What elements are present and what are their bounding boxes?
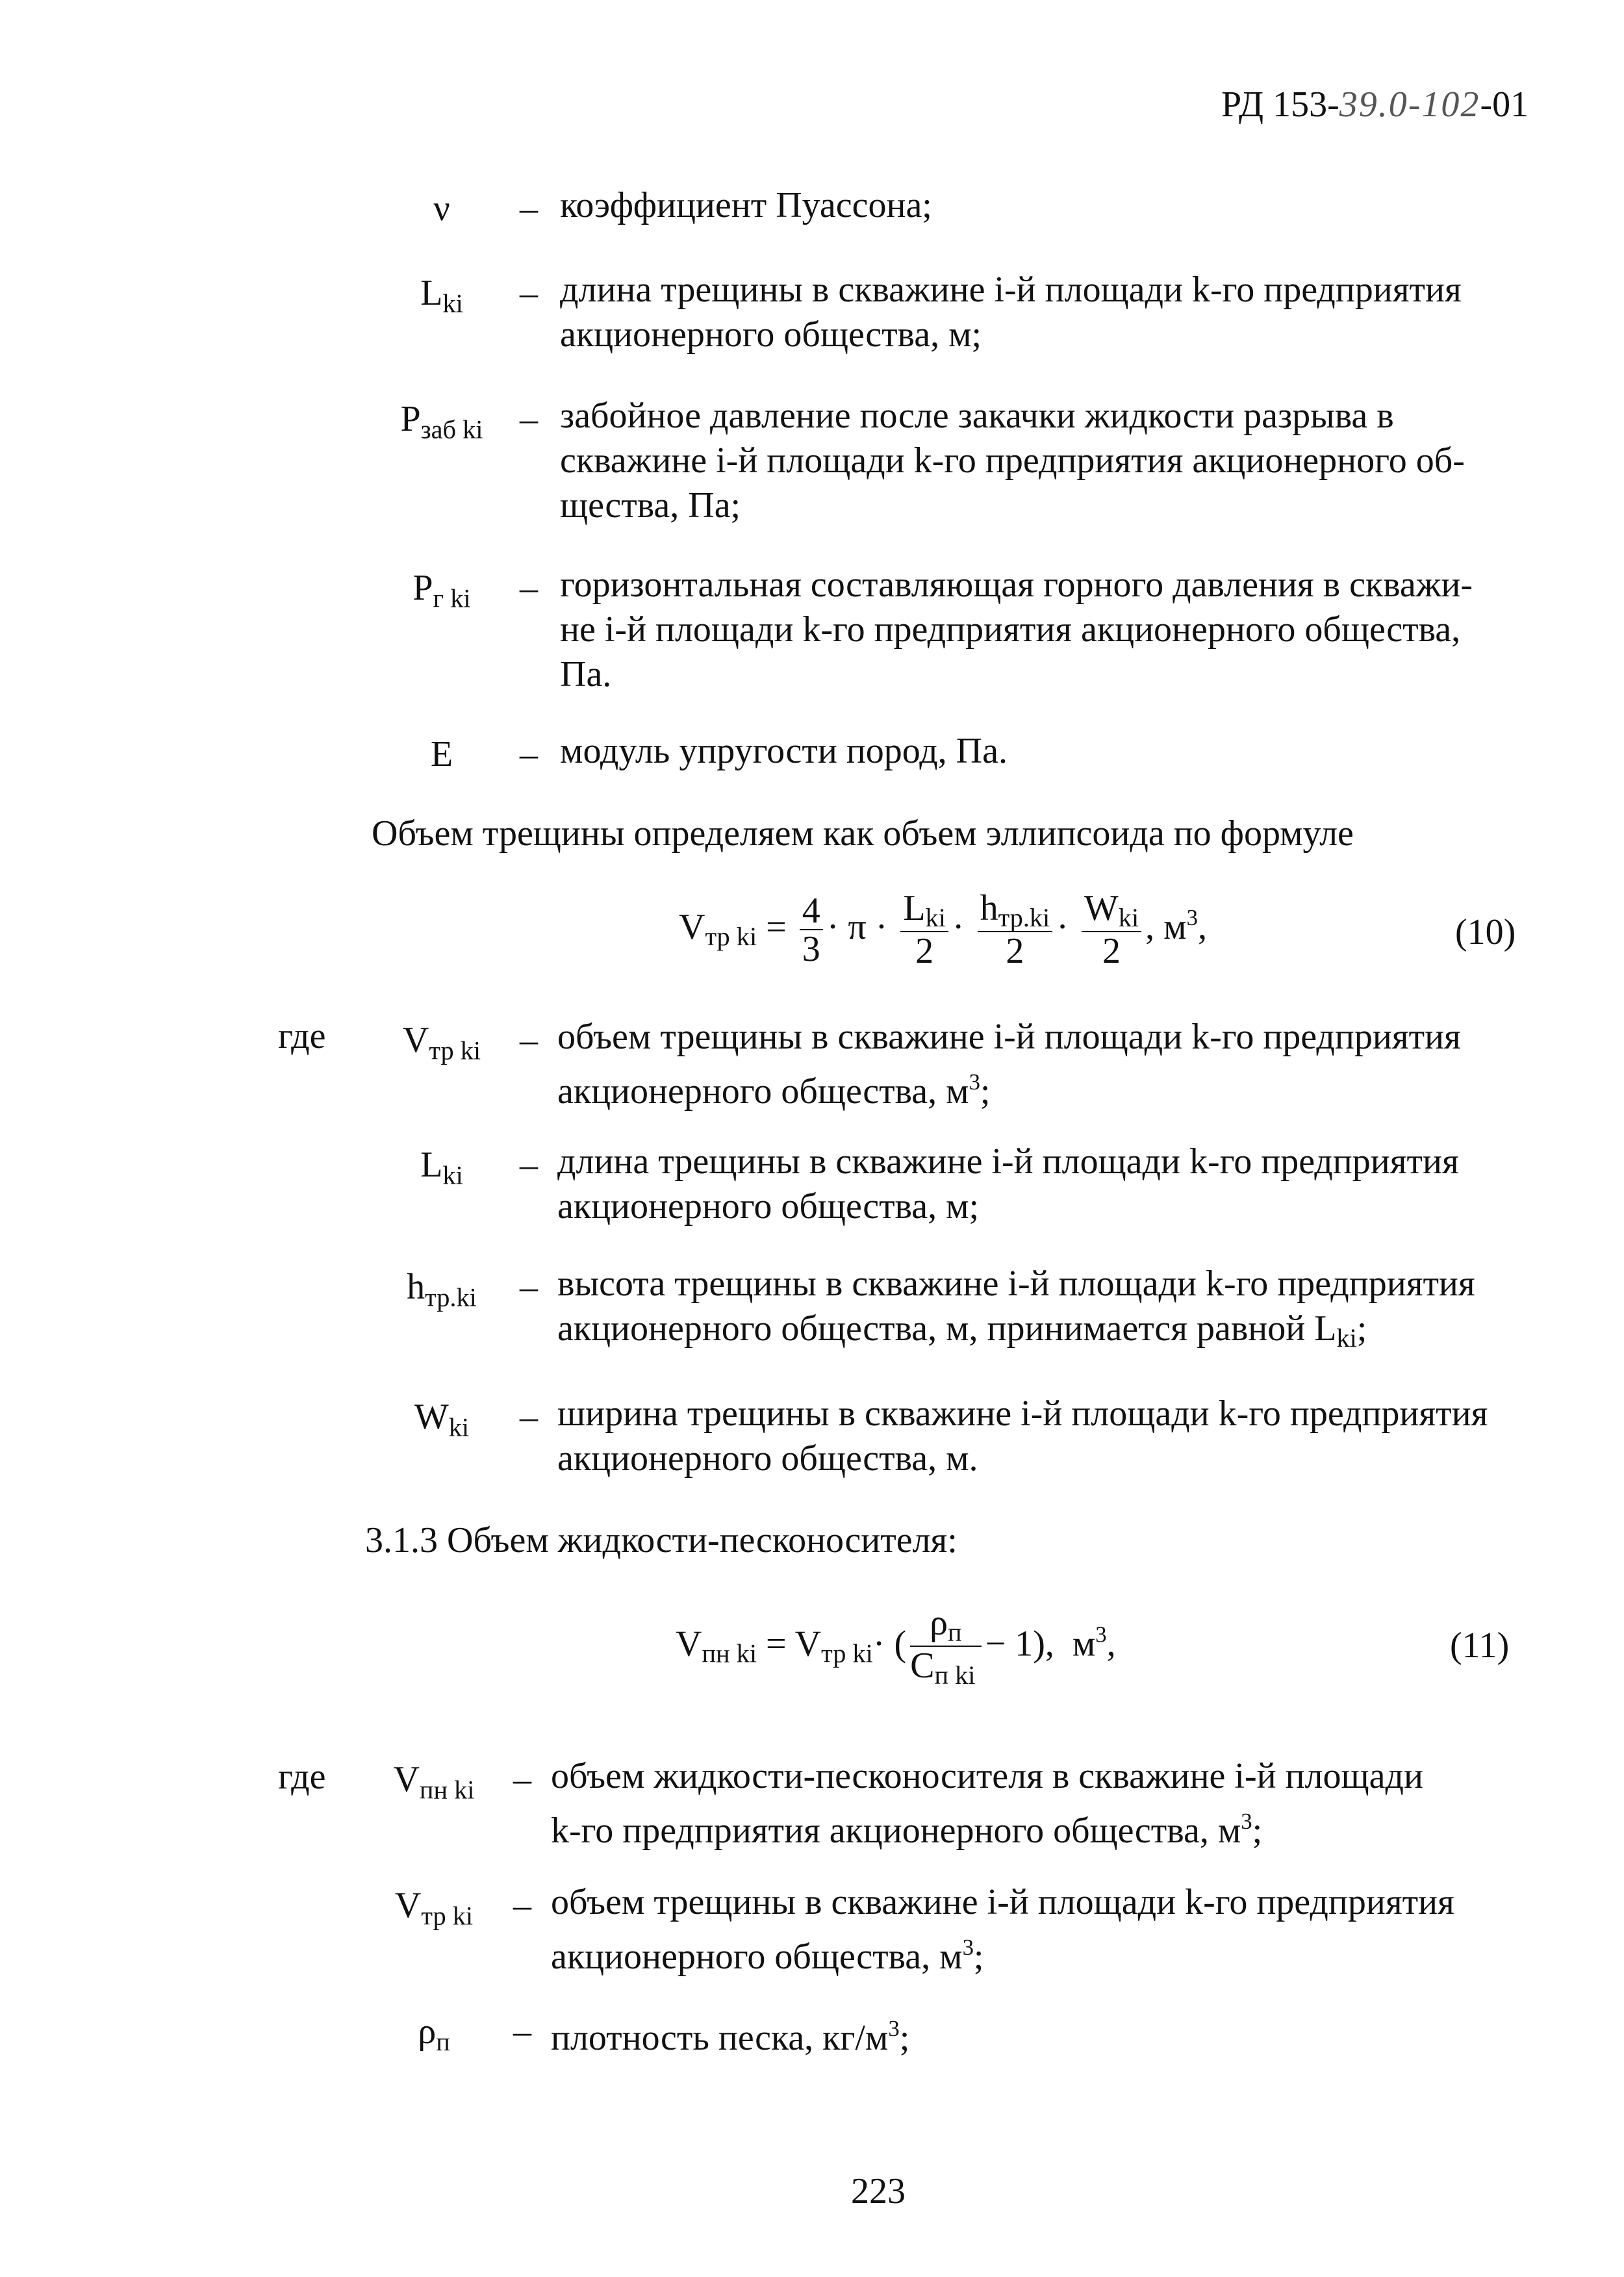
definition-dash: – <box>520 1145 538 1185</box>
definition-dash: – <box>520 188 538 229</box>
definition-text: объем трещины в скважине i-й площади k-го предприятия акционерного общества, $м^3$; <box>557 1017 1461 1112</box>
fraction-w-2: $\frac{W_{ki}}{2}$ <box>1082 890 1141 971</box>
paragraph-volume-intro: Объем трещины определяем как объем эллипсоида по формуле <box>372 813 1354 854</box>
document-code <box>1221 83 1529 127</box>
equation-number-10: (10) <box>1455 912 1516 952</box>
definition-symbol: $V_{тр ki}$ <box>394 1885 474 1931</box>
definition-dash: – <box>520 568 538 608</box>
definition-dash: – <box>513 2011 531 2052</box>
fraction-l-2: $\frac{L_{ki}}{2}$ <box>900 890 948 971</box>
definition-dash: – <box>520 399 538 439</box>
definition-text: плотность песка, $кг/м^3$; <box>551 2016 910 2058</box>
definition-text: длина трещины в скважине i-й площади k-го предприятия акционерного общества, м; <box>560 270 1462 355</box>
definition-symbol: $V_{тр ki}$ <box>402 1020 481 1065</box>
definition-dash: – <box>520 734 538 774</box>
definition-text: объем жидкости-песконосителя в скважине i-й площади k-го предприятия акционерного общества, $м^3$; <box>551 1756 1423 1851</box>
definition-dash: – <box>520 1267 538 1307</box>
definition-dash: – <box>520 1397 538 1437</box>
equation-number-11: (11) <box>1450 1625 1510 1666</box>
definition-symbol: E <box>430 734 453 774</box>
page-number: 223 <box>851 2171 906 2211</box>
document-code-prefix: РД 153- <box>1221 84 1339 125</box>
where-label: где <box>278 1016 326 1056</box>
section-heading-3-1-3: 3.1.3 Объем жидкости-песконосителя: <box>365 1520 958 1560</box>
formula-11: $V_{пн ki} = V_{тр ki}\cdot$ ( $\frac{\rho_п}{C_{п ki}}$ − 1), $м^3$, <box>676 1603 1116 1690</box>
definition-symbol: $h_{тр.ki}$ <box>407 1267 477 1312</box>
definition-symbol: $L_{ki}$ <box>420 1145 463 1190</box>
formula-10: $V_{тр ki}$ = $\frac{4}{3}$ · π · $\frac{L_{ki}}{2}$ · $\frac{h_{тр.ki}}{2}$ · $\frac{W_{ki}}{2}$ , $м^3$, <box>679 888 1207 972</box>
definition-text: высота трещины в скважине i-й площади k-го предприятия акционерного общества, м, принимается равной $L_{ki}$; <box>557 1264 1475 1353</box>
definition-symbol: $V_{пн ki}$ <box>393 1759 475 1805</box>
definition-dash: – <box>513 1759 531 1800</box>
document-code-blurred: 39.0-102 <box>1339 84 1480 125</box>
fraction-h-2: $\frac{h_{тр.ki}}{2}$ <box>978 890 1053 971</box>
definition-symbol: $P_{заб ki}$ <box>400 399 483 444</box>
fraction-rho-c: $\frac{\rho_п}{C_{п ki}}$ <box>910 1605 982 1690</box>
fraction-4-3: $\frac{4}{3}$ <box>800 893 823 969</box>
definition-text: ширина трещины в скважине i-й площади k-го предприятия акционерного общества, м. <box>557 1393 1488 1479</box>
definition-text: модуль упругости пород, Па. <box>560 731 1008 771</box>
where-label-2: где <box>278 1757 326 1797</box>
definition-dash: – <box>513 1885 531 1926</box>
document-code-suffix: -01 <box>1480 84 1529 125</box>
definition-symbol: ν <box>433 188 450 229</box>
definition-symbol: $L_{ki}$ <box>420 273 463 318</box>
definition-symbol: $W_{ki}$ <box>414 1397 470 1442</box>
definition-dash: – <box>520 1020 538 1060</box>
definition-text: длина трещины в скважине i-й площади k-го предприятия акционерного общества, м; <box>557 1141 1459 1227</box>
definition-symbol: $P_{г ki}$ <box>412 568 471 613</box>
definition-text: горизонтальная составляющая горного давления в скважи- не i-й площади k-го предприятия акционерного общества, Па. <box>560 565 1473 694</box>
definition-text: забойное давление после закачки жидкости разрыва в скважине i-й площади k-го предприятия акционерного об- щества, Па; <box>560 396 1465 526</box>
definition-text: коэффициент Пуассона; <box>560 185 932 225</box>
definition-dash: – <box>520 273 538 313</box>
definition-symbol: $\rho_п$ <box>418 2011 450 2057</box>
definition-text: объем трещины в скважине i-й площади k-го предприятия акционерного общества, $м^3$; <box>551 1882 1454 1977</box>
